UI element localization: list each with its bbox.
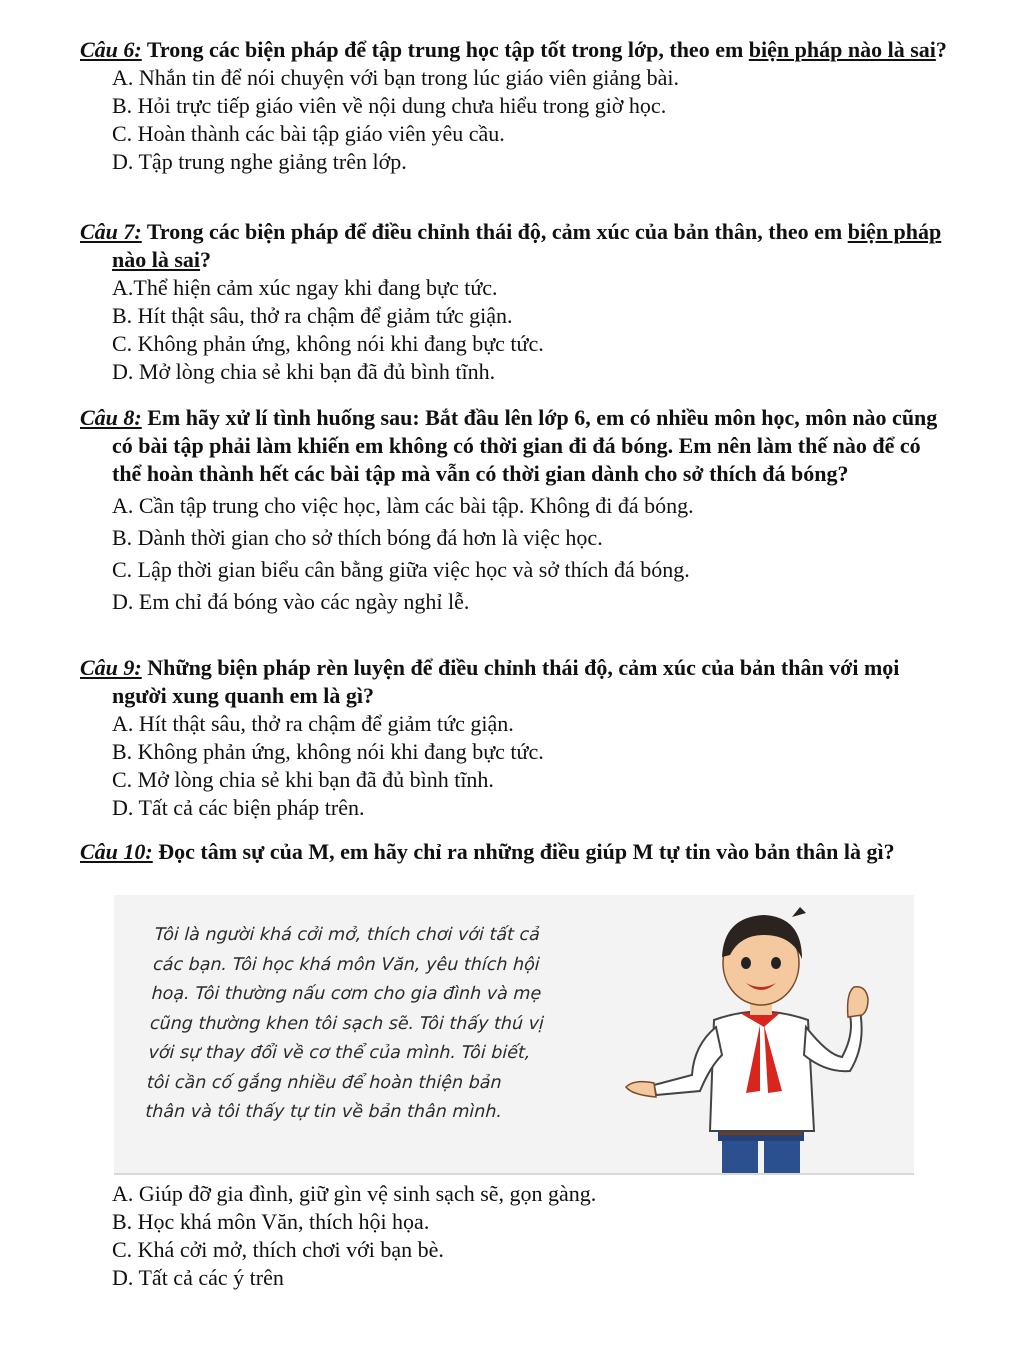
- option-c: C. Mở lòng chia sẻ khi bạn đã đủ bình tĩnh.: [112, 767, 494, 792]
- option-c: C. Khá cởi mở, thích chơi với bạn bè.: [112, 1237, 444, 1262]
- option-a: A. Nhắn tin để nói chuyện với bạn trong lúc giáo viên giảng bài.: [112, 65, 680, 90]
- story-passage: Tôi là người khá cởi mở, thích chơi với tất cả các bạn. Tôi học khá môn Văn, yêu thích hội hoạ. Tôi thường nấu cơm cho gia đình và mẹ cũng thường khen tôi sạch sẽ. Tôi thấy thú vị với sự thay đổi về cơ thể của mình. Tôi biết, tôi cần cố gắng nhiều để hoàn thiện bản thân và tôi thấy tự tin về bản thân mình.: [144, 925, 545, 1122]
- question-7: [80, 218, 950, 386]
- option-c: C. Lập thời gian biểu cân bằng giữa việc học và sở thích đá bóng.: [112, 557, 690, 582]
- question-8: [80, 404, 950, 616]
- question-label: Câu 9:: [80, 655, 142, 680]
- option-d: D. Em chỉ đá bóng vào các ngày nghỉ lễ.: [112, 589, 470, 614]
- question-stem: [80, 404, 950, 488]
- option-b: B. Hỏi trực tiếp giáo viên về nội dung chưa hiểu trong giờ học.: [112, 93, 667, 118]
- question-10: [80, 838, 950, 866]
- option-c: C. Không phản ứng, không nói khi đang bực tức.: [112, 331, 544, 356]
- option-d: D. Tất cả các biện pháp trên.: [112, 795, 365, 820]
- option-b: B. Không phản ứng, không nói khi đang bực tức.: [112, 739, 544, 764]
- question-label: Câu 8:: [80, 405, 142, 430]
- option-b: B. Dành thời gian cho sở thích bóng đá hơn là việc học.: [112, 525, 603, 550]
- option-a: A. Cần tập trung cho việc học, làm các bài tập. Không đi đá bóng.: [112, 493, 694, 518]
- question-text-end: ?: [935, 37, 947, 62]
- option-d: D. Mở lòng chia sẻ khi bạn đã đủ bình tĩnh.: [112, 359, 496, 384]
- question-stem: [80, 218, 950, 274]
- option-d: D. Tất cả các ý trên: [112, 1265, 284, 1290]
- question-text: Những biện pháp rèn luyện để điều chỉnh thái độ, cảm xúc của bản thân với mọi người xung quanh em là gì?: [112, 655, 900, 708]
- question-text: Trong các biện pháp để tập trung học tập tốt trong lớp, theo em: [141, 37, 749, 62]
- question-text-end: ?: [200, 247, 212, 272]
- question-label: Câu 10:: [80, 839, 153, 864]
- question-text: Đọc tâm sự của M, em hãy chỉ ra những điều giúp M tự tin vào bản thân là gì?: [152, 839, 895, 864]
- question-label: Câu 7:: [80, 219, 142, 244]
- option-b: B. Học khá môn Văn, thích hội họa.: [112, 1209, 430, 1234]
- story-panel: [114, 895, 914, 1175]
- question-stem: [80, 654, 950, 710]
- question-label: Câu 6:: [80, 37, 142, 62]
- option-a: A.Thể hiện cảm xúc ngay khi đang bực tức.: [112, 275, 498, 300]
- question-stem: [80, 838, 950, 866]
- question-6: [80, 36, 950, 176]
- question-10-options: [80, 1180, 950, 1292]
- boy-student-icon: [614, 895, 914, 1173]
- question-stem: [80, 36, 950, 64]
- question-text: Em hãy xử lí tình huống sau: Bắt đầu lên lớp 6, em có nhiều môn học, môn nào cũng có bài tập phải làm khiến em không có thời gian đi đá bóng. Em nên làm thế nào để có thể hoàn thành hết các bài tập mà vẫn có thời gian dành cho sở thích đá bóng?: [112, 405, 938, 486]
- option-a: A. Giúp đỡ gia đình, giữ gìn vệ sinh sạch sẽ, gọn gàng.: [112, 1181, 597, 1206]
- question-text-underlined: biện pháp nào là sai: [112, 219, 942, 272]
- option-d: D. Tập trung nghe giảng trên lớp.: [112, 149, 407, 174]
- option-a: A. Hít thật sâu, thở ra chậm để giảm tức giận.: [112, 711, 514, 736]
- option-c: C. Hoàn thành các bài tập giáo viên yêu cầu.: [112, 121, 505, 146]
- question-text-underlined: biện pháp nào là sai: [748, 37, 936, 62]
- option-b: B. Hít thật sâu, thở ra chậm để giảm tức giận.: [112, 303, 513, 328]
- question-text: Trong các biện pháp để điều chỉnh thái độ, cảm xúc của bản thân, theo em: [141, 219, 848, 244]
- question-9: [80, 654, 950, 822]
